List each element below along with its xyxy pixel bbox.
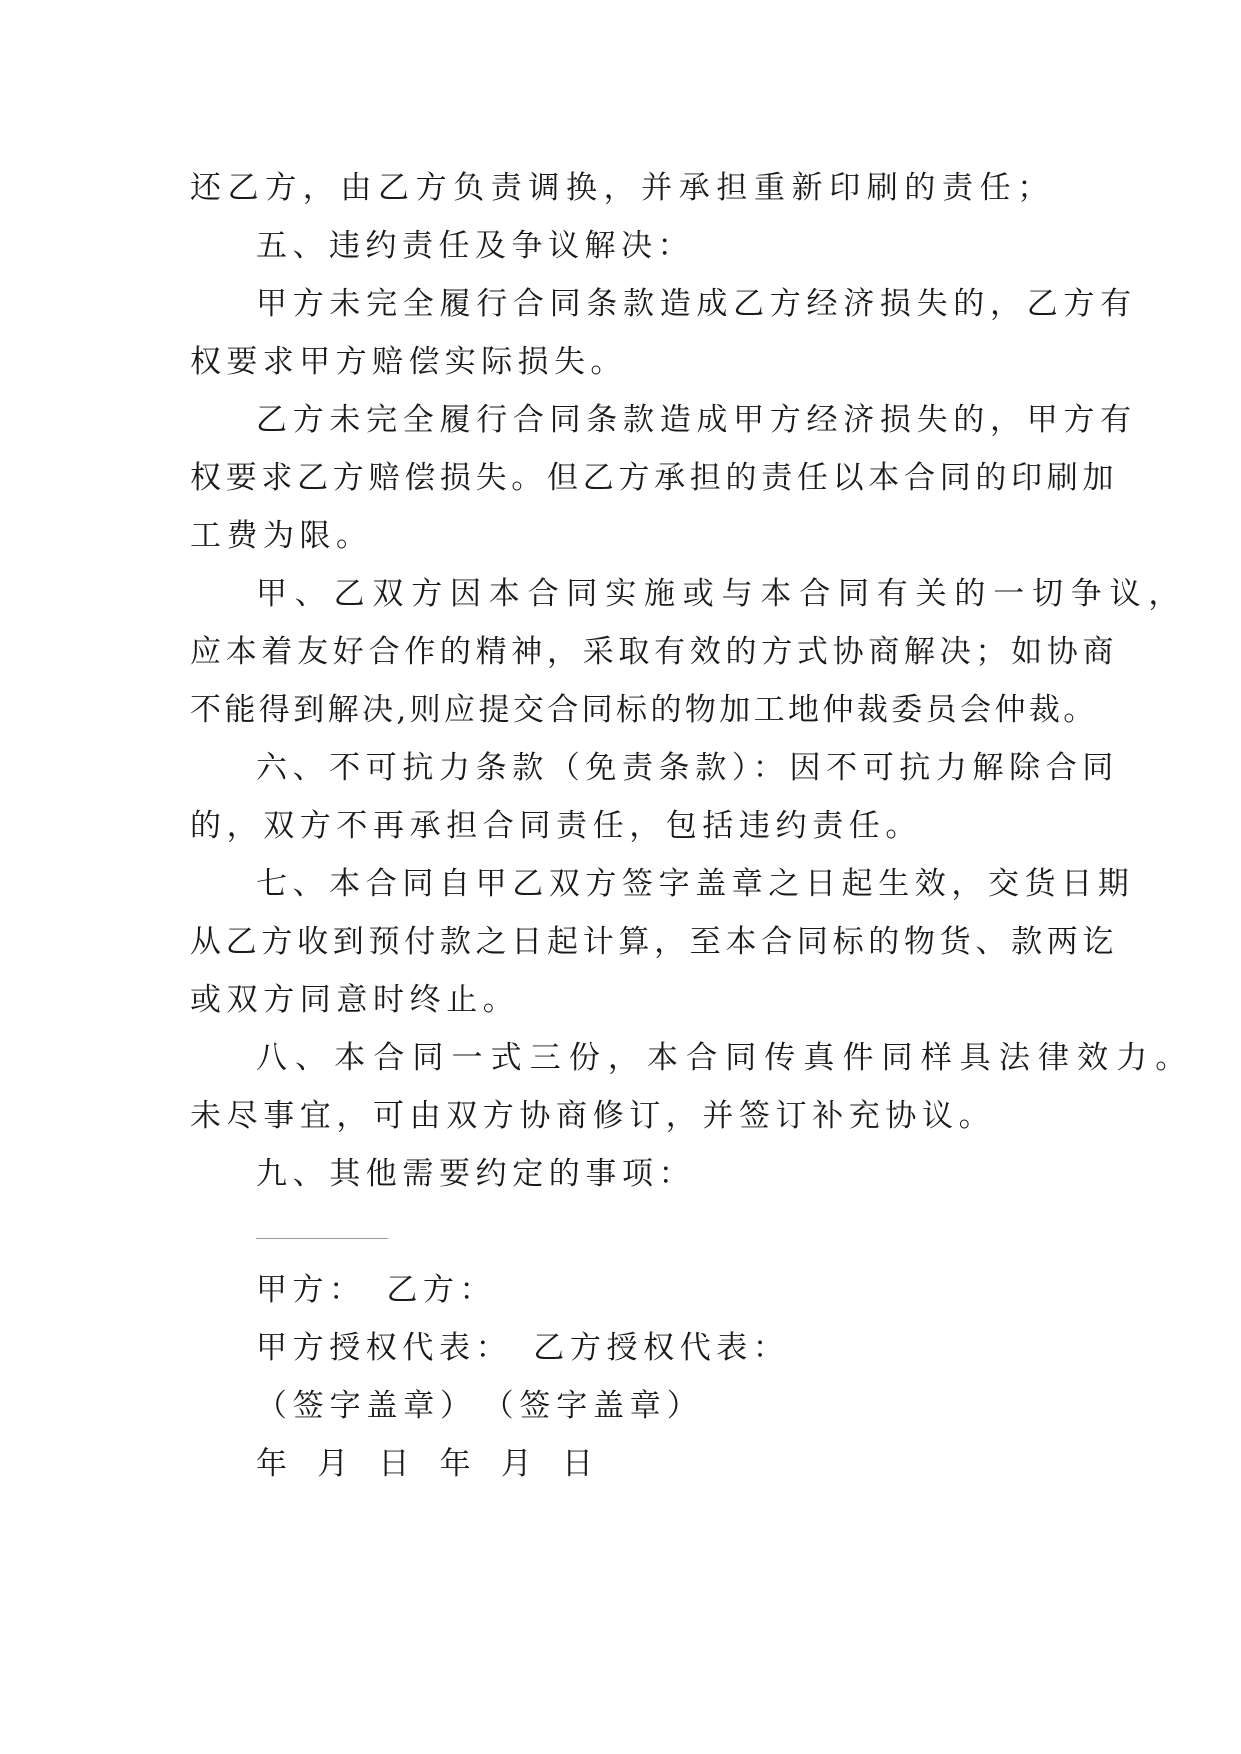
- paragraph-line: 或双方同意时终止。: [190, 982, 520, 1018]
- paragraph-line: 乙方未完全履行合同条款造成甲方经济损失的，甲方有: [256, 402, 1137, 438]
- paragraph-line: 工费为限。: [190, 518, 373, 554]
- section-heading: 九、其他需要约定的事项：: [256, 1156, 696, 1192]
- paragraph-line: 权要求乙方赔偿损失。但乙方承担的责任以本合同的印刷加: [190, 460, 1119, 496]
- paragraph-line: 甲、乙双方因本合同实施或与本合同有关的一切争议，: [256, 576, 1188, 612]
- paragraph-line: 的，双方不再承担合同责任，包括违约责任。: [190, 808, 922, 844]
- paragraph-line: 从乙方收到预付款之日起计算，至本合同标的物货、款两讫: [190, 924, 1119, 960]
- section-heading: 六、不可抗力条款（免责条款）：因不可抗力解除合同: [256, 750, 1119, 786]
- paragraph-line: 应本着友好合作的精神，采取有效的方式协商解决；如协商: [190, 634, 1119, 670]
- paragraph-line: 不能得到解决,则应提交合同标的物加工地仲裁委员会仲裁。: [190, 692, 1098, 728]
- blank-underline: [256, 1238, 388, 1239]
- signature-parties: 甲方： 乙方：: [256, 1272, 496, 1308]
- signature-seals: （签字盖章） （签字盖章）: [256, 1388, 704, 1424]
- paragraph-line: 还乙方，由乙方负责调换，并承担重新印刷的责任；: [190, 170, 1055, 206]
- paragraph-line: 未尽事宜，可由双方协商修订，并签订补充协议。: [190, 1098, 996, 1134]
- section-heading: 七、本合同自甲乙双方签字盖章之日起生效，交货日期: [256, 866, 1135, 902]
- signature-dates: 年 月 日 年 月 日: [256, 1446, 593, 1482]
- section-heading: 五、违约责任及争议解决：: [256, 228, 694, 264]
- signature-representatives: 甲方授权代表： 乙方授权代表：: [256, 1330, 790, 1366]
- paragraph-line: 权要求甲方赔偿实际损失。: [190, 344, 627, 380]
- paragraph-line: 甲方未完全履行合同条款造成乙方经济损失的，乙方有: [256, 286, 1137, 322]
- section-heading: 八、本合同一式三份，本合同传真件同样具法律效力。: [256, 1040, 1195, 1076]
